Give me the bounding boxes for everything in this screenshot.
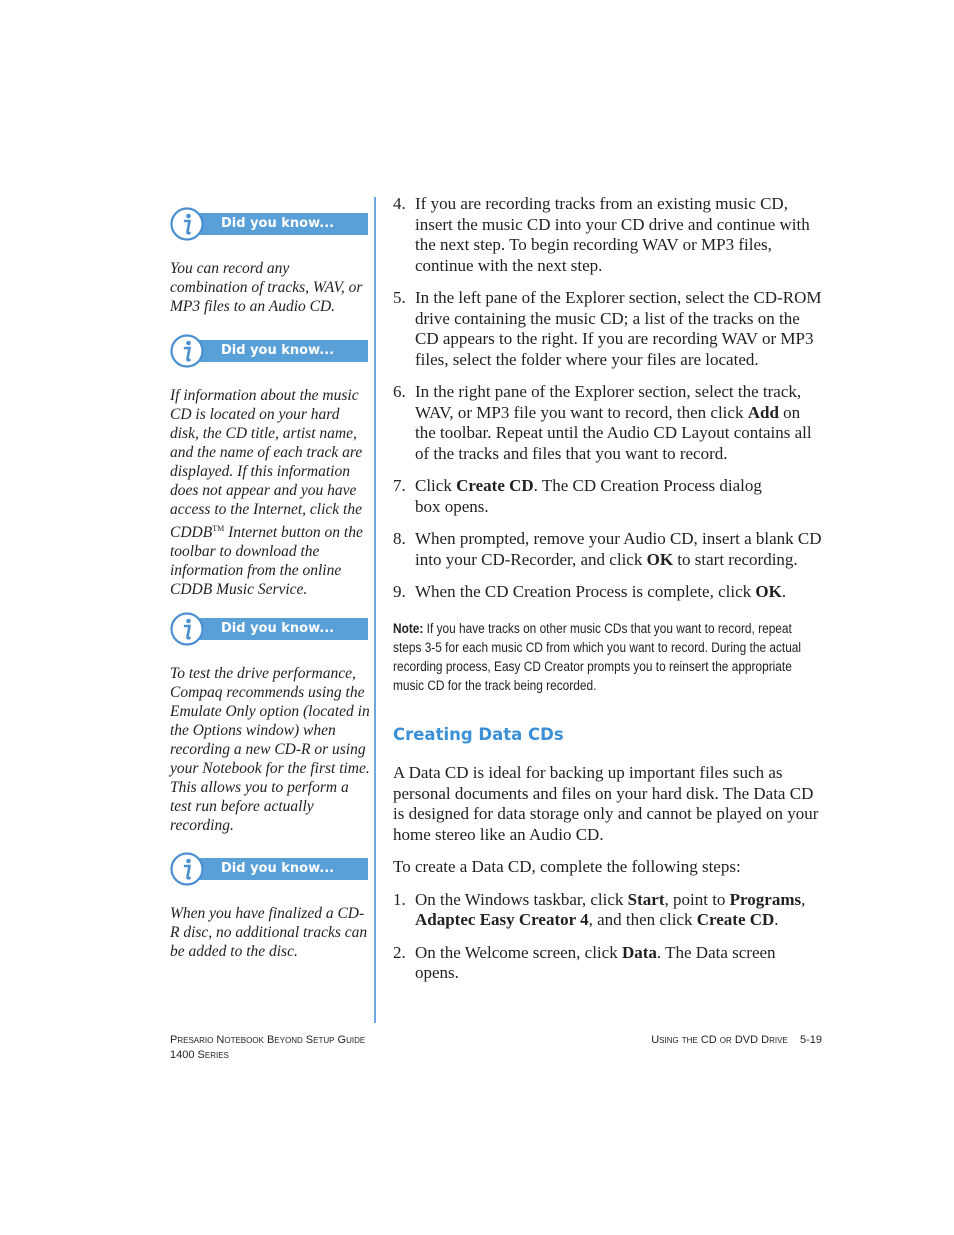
list-item: 2. On the Welcome screen, click Data. The Data screen opens. xyxy=(393,942,776,982)
tip-text: If information about the music CD is located on your hard disk, the CD title, artist name, and the name of each track are displayed. If this information does not appear and you have access to the Internet, click the CDDB™ Internet button on the toolbar to download the information from the online CDDB Music Service. xyxy=(170,387,363,598)
list-item: 7. Click Create CD. The CD Creation Process dialog box opens. xyxy=(393,476,762,516)
trademark-symbol: TM xyxy=(212,524,225,533)
main-content xyxy=(393,194,823,996)
list-item: 8. When prompted, remove your Audio CD, insert a blank CD into your CD-Recorder, and click OK to start recording. xyxy=(393,529,822,569)
paragraph: A Data CD is ideal for backing up important files such as personal documents and files on your hard disk. The Data CD is designed for data storage only and cannot be played on your home stereo like an Audio CD. xyxy=(393,763,819,844)
info-icon xyxy=(170,612,204,646)
info-icon xyxy=(170,852,204,886)
note-text: Note: If you have tracks on other music CDs that you want to record, repeat steps 3-5 for each music CD from which you want to record. During the actual recording process, Easy CD Creator prompts you to reinsert the appropriate music CD for the track being recorded. xyxy=(393,620,802,693)
tip-text: You can record any combination of tracks, WAV, or MP3 files to an Audio CD. xyxy=(170,260,363,315)
tip-header xyxy=(170,207,370,239)
sidebar-tip-4 xyxy=(170,852,370,961)
note-label: Note: xyxy=(393,620,424,636)
info-icon xyxy=(170,334,204,368)
tip-heading: Did you know... xyxy=(178,858,368,880)
section-heading: Creating Data CDs xyxy=(393,724,564,744)
tip-header xyxy=(170,612,370,644)
tip-header xyxy=(170,334,370,366)
footer-left xyxy=(170,1033,365,1063)
tip-header xyxy=(170,852,370,884)
tip-text: When you have finalized a CD-R disc, no additional tracks can be added to the disc. xyxy=(170,905,368,960)
footer-right: Using the CD or DVD Drive 5-19 xyxy=(651,1034,822,1046)
paragraph: To create a Data CD, complete the following steps: xyxy=(393,857,741,876)
footer-guide-title: Presario Notebook Beyond Setup Guide xyxy=(170,1034,366,1046)
list-item: 6. In the right pane of the Explorer section, select the track, WAV, or MP3 file you want to record, then click Add on the toolbar. Repeat until the Audio CD Layout contains all of the tracks and files that you want to record. xyxy=(393,382,812,463)
tip-heading: Did you know... xyxy=(178,340,368,362)
list-item: 1. On the Windows taskbar, click Start, point to Programs, Adaptec Easy Creator 4, and then click Create CD. xyxy=(393,889,806,929)
list-item: 5. In the left pane of the Explorer section, select the CD-ROM drive containing the music CD; a list of the tracks on the CD appears to the right. If you are recording WAV or MP3 files, select the folder where your files are located. xyxy=(393,288,822,369)
tip-heading: Did you know... xyxy=(178,213,368,235)
footer-series: 1400 Series xyxy=(170,1049,229,1061)
info-icon xyxy=(170,207,204,241)
sidebar-tip-1 xyxy=(170,207,370,316)
sidebar-tip-2 xyxy=(170,334,370,599)
tip-text: To test the drive performance, Compaq recommends using the Emulate Only option (located in the Options window) when recording a new CD-R or using your Notebook for the first time. This allows you to perform a test run before actually recording. xyxy=(170,665,370,834)
sidebar-tip-3 xyxy=(170,612,370,835)
list-item: 9. When the CD Creation Process is complete, click OK. xyxy=(393,582,787,601)
tip-heading: Did you know... xyxy=(178,618,368,640)
column-divider xyxy=(374,197,376,1023)
list-item: 4. If you are recording tracks from an existing music CD, insert the music CD into your CD drive and continue with the next step. To begin recording WAV or MP3 files, continue with the next step. xyxy=(393,194,810,275)
